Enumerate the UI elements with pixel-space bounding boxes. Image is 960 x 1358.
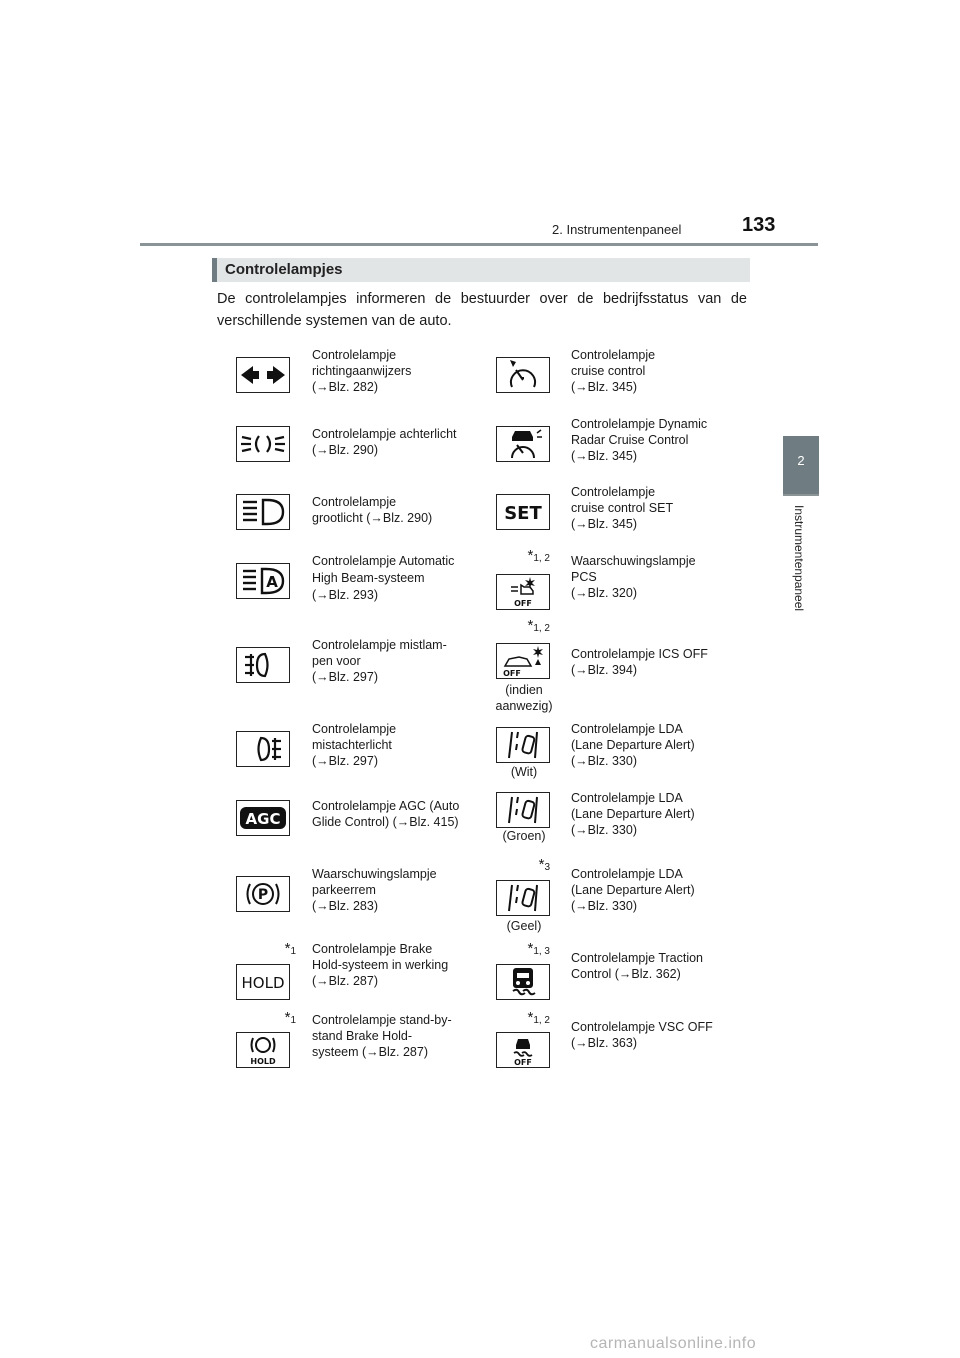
- right-item-5-text: Controlelampje ICS OFF (→Blz. 394): [571, 647, 708, 677]
- rear-fog-light-icon: [236, 731, 290, 767]
- right-item-3-text: Controlelampje cruise control SET (→Blz. 345): [571, 485, 674, 531]
- page-number: 133: [742, 214, 776, 236]
- lda-green-icon: [496, 792, 550, 828]
- right-item-9-text: Controlelampje Traction Control (→Blz. 362): [571, 951, 704, 981]
- svg-text:A: A: [266, 573, 278, 591]
- pcs-off-icon-text: OFF: [514, 599, 532, 608]
- chapter-tab-label: Instrumentenpaneel: [792, 505, 806, 612]
- left-item-9-footnote: $*_1$: [284, 940, 296, 957]
- right-item-5-footnote: $*_{1, 2}$: [527, 617, 550, 634]
- right-item-9-footnote: $*_{1, 3}$: [527, 940, 550, 957]
- left-item-7-text: Controlelampje AGC (Auto Glide Control) (→Blz. 415): [312, 799, 460, 829]
- brake-hold-standby-icon: [236, 1032, 290, 1068]
- right-item-6-text: Controlelampje LDA (Lane Departure Alert) (→Blz. 330): [571, 722, 695, 768]
- left-item-8-text: Waarschuwingslampje parkeerrem (→Blz. 283): [312, 867, 437, 913]
- ics-off-icon: [496, 643, 550, 679]
- watermark: carmanualsonline.info: [590, 1335, 757, 1352]
- agc-icon-text: AGC: [245, 810, 281, 828]
- left-item-9-text: Controlelampje Brake Hold-systeem in werking (→Blz. 287): [312, 942, 449, 988]
- right-item-10-text: Controlelampje VSC OFF (→Blz. 363): [571, 1020, 713, 1050]
- right-item-2-text: Controlelampje Dynamic Radar Cruise Control (→Blz. 345): [571, 417, 708, 463]
- section-accent: [212, 258, 217, 282]
- right-item-5-note: (indien aanwezig): [495, 683, 553, 713]
- left-item-4-text: Controlelampje Automatic High Beam-systeem (→Blz. 293): [312, 554, 455, 602]
- lda-white-icon: [496, 727, 550, 763]
- left-item-3-text: Controlelampje grootlicht (→Blz. 290): [312, 495, 433, 525]
- right-item-1-text: Controlelampje cruise control (→Blz. 345): [571, 348, 656, 394]
- brake-hold-icon-text: HOLD: [241, 974, 285, 992]
- left-item-6-text: Controlelampje mistachterlicht (→Blz. 297): [312, 722, 397, 768]
- left-item-10-footnote: $*_1$: [284, 1009, 296, 1026]
- chapter-tab-divider: [783, 494, 819, 496]
- pcs-off-icon: [496, 574, 550, 610]
- right-item-8-footnote: $*_3$: [538, 856, 550, 873]
- right-item-7-note: (Groen): [502, 829, 546, 843]
- parking-brake-icon: [236, 876, 290, 912]
- right-item-6-note: (Wit): [510, 765, 538, 779]
- parking-brake-icon-text: P: [257, 887, 269, 903]
- right-item-7-text: Controlelampje LDA (Lane Departure Alert) (→Blz. 330): [571, 791, 695, 837]
- ics-off-icon-text: OFF: [503, 669, 521, 678]
- agc-icon: [236, 800, 290, 836]
- left-item-10-text: Controlelampje stand-by- stand Brake Hold- systeem (→Blz. 287): [312, 1013, 452, 1059]
- right-item-8-note: (Geel): [506, 919, 542, 933]
- right-item-8-text: Controlelampje LDA (Lane Departure Alert) (→Blz. 330): [571, 867, 695, 913]
- cruise-control-icon: [496, 357, 550, 393]
- section-title: Controlelampjes: [225, 261, 343, 278]
- section-title-bar: [212, 258, 750, 282]
- right-item-10-footnote: $*_{1, 2}$: [527, 1009, 550, 1026]
- left-item-1-text: Controlelampje richtingaanwijzers (→Blz. 282): [312, 348, 412, 394]
- vsc-off-icon: [496, 1032, 550, 1068]
- left-item-5-text: Controlelampje mistlam- pen voor (→Blz. 297): [312, 638, 447, 684]
- traction-control-icon: [496, 964, 550, 1000]
- chapter-tab[interactable]: 2: [783, 436, 819, 494]
- cruise-set-icon-text: SET: [504, 503, 542, 524]
- page-header: [0, 0, 960, 250]
- automatic-high-beam-icon: [236, 563, 290, 599]
- vsc-off-icon-text: OFF: [514, 1058, 532, 1067]
- brake-hold-icon: [236, 964, 290, 1000]
- right-item-4-footnote: $*_{1, 2}$: [527, 547, 550, 564]
- header-divider: [140, 243, 818, 246]
- brake-hold-standby-icon-text: HOLD: [250, 1057, 276, 1066]
- turn-signal-arrows-icon: [236, 357, 290, 393]
- high-beam-icon: [236, 494, 290, 530]
- tail-light-icon: [236, 426, 290, 462]
- lda-yellow-icon: [496, 880, 550, 916]
- dynamic-radar-cruise-icon: [496, 426, 550, 462]
- right-item-4-text: Waarschuwingslampje PCS (→Blz. 320): [571, 554, 696, 600]
- header-section: 2. Instrumentenpaneel: [552, 222, 682, 237]
- cruise-set-icon: [496, 494, 550, 530]
- left-item-2-text: Controlelampje achterlicht (→Blz. 290): [312, 427, 457, 457]
- intro-paragraph: De controlelampjes informeren de bestuurder over de bedrijfsstatus van de verschillende systemen van de auto.: [217, 291, 747, 329]
- front-fog-light-icon: [236, 647, 290, 683]
